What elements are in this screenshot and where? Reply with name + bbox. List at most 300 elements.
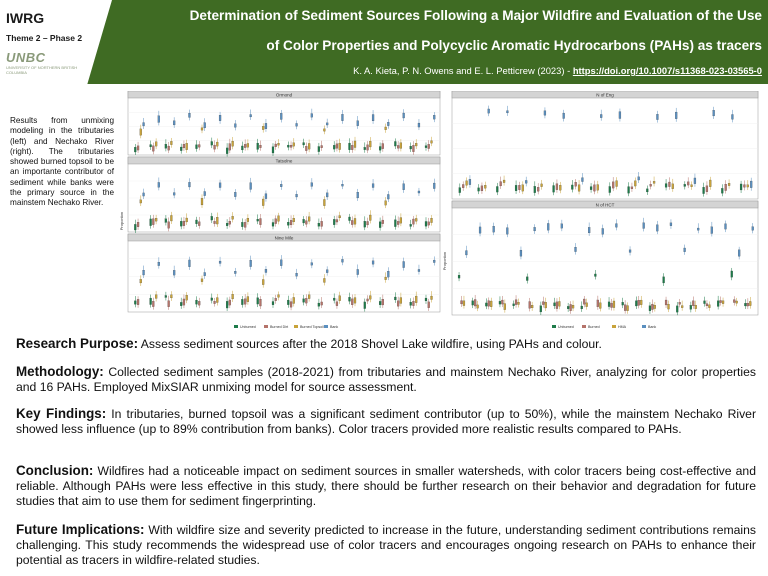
boxplot-box	[351, 145, 353, 149]
boxplot-box	[518, 185, 520, 190]
boxplot-box	[520, 250, 522, 256]
boxplot-box	[635, 301, 637, 306]
boxplot-box	[321, 145, 323, 147]
boxplot-box	[293, 297, 295, 303]
theme-label: Theme 2 – Phase 2	[6, 33, 83, 43]
boxplot-box	[201, 128, 203, 130]
boxplot-box	[711, 227, 713, 234]
boxplot-box	[280, 113, 282, 119]
boxplot-box	[155, 218, 157, 221]
boxplot-box	[188, 113, 190, 117]
boxplot-box	[272, 301, 274, 304]
section-text: Collected sediment samples (2018-2021) from tributaries and mainstem Nechako River, analyzing for color properties and 16 PAHs. Employed MixSIAR unmixing model for source assessment.	[16, 365, 756, 394]
boxplot-box	[323, 278, 325, 282]
boxplot-box	[387, 271, 389, 277]
section-label: Key Findings:	[16, 406, 107, 421]
boxplot-box	[433, 260, 435, 262]
boxplot-box	[278, 295, 280, 298]
boxplot-box	[534, 227, 536, 231]
boxplot-box	[326, 270, 328, 273]
legend-label: Bank	[330, 325, 339, 329]
boxplot-box	[272, 147, 274, 153]
boxplot-box	[733, 300, 735, 303]
boxplot-box	[275, 298, 277, 300]
boxplot-box	[643, 223, 645, 229]
boxplot-box	[542, 302, 544, 305]
boxplot-box	[211, 141, 213, 145]
boxplot-box	[720, 300, 722, 302]
boxplot-box	[709, 180, 711, 187]
boxplot-box	[165, 219, 167, 223]
boxplot-box	[168, 146, 170, 150]
boxplot-box	[692, 301, 694, 306]
boxplot-box	[170, 141, 172, 144]
boxplot-box	[226, 148, 228, 154]
boxplot-box	[501, 300, 503, 304]
section-label: Future Implications:	[16, 522, 145, 537]
boxplot-box	[472, 301, 474, 305]
boxplot-box	[743, 185, 745, 188]
boxplot-box	[738, 250, 740, 257]
legend-label: Burned	[588, 325, 600, 329]
boxplot-box	[351, 299, 353, 305]
boxplot-box	[672, 184, 674, 189]
boxplot-box	[488, 109, 490, 113]
section-text: With wildfire size and severity predicted to increase in the future, understanding sediment contributions remains challenging. This study recommends the widespread use of color tracers and encourages ongoing research on PAHs to enhance their potential as tracers in wildfire-related studies.	[16, 523, 757, 567]
boxplot-box	[257, 143, 259, 149]
boxplot-box	[290, 302, 292, 308]
boxplot-box	[170, 215, 172, 221]
boxplot-box	[241, 146, 243, 150]
doi-link[interactable]: https://doi.org/10.1007/s11368-023-03565-0	[572, 65, 762, 76]
boxplot-box	[463, 301, 465, 306]
boxplot-box	[134, 301, 136, 305]
boxplot-box	[287, 300, 289, 305]
boxplot-box	[357, 192, 359, 198]
boxplot-box	[195, 220, 197, 224]
boxplot-box	[385, 201, 387, 205]
boxplot-box	[668, 304, 670, 309]
boxplot-box	[259, 299, 261, 306]
boxplot-box	[150, 145, 152, 147]
results-figure	[116, 91, 760, 334]
boxplot-box	[627, 306, 629, 311]
panel-title: Nine Mile	[274, 235, 294, 241]
boxplot-box	[431, 141, 433, 144]
boxplot-box	[534, 186, 536, 193]
boxplot-box	[341, 114, 343, 121]
boxplot-box	[204, 191, 206, 195]
boxplot-box	[173, 121, 175, 125]
boxplot-box	[275, 219, 277, 224]
boxplot-box	[180, 221, 182, 226]
boxplot-box	[318, 303, 320, 306]
boxplot-box	[412, 219, 414, 224]
boxplot-box	[478, 188, 480, 191]
boxplot-box	[629, 250, 631, 253]
header-banner	[0, 0, 768, 84]
boxplot-box	[364, 302, 366, 309]
boxplot-box	[382, 299, 384, 305]
boxplot-box	[612, 182, 614, 188]
boxplot-box	[418, 191, 420, 193]
boxplot-box	[323, 199, 325, 205]
boxplot-box	[469, 179, 471, 184]
section-conclusion	[16, 463, 756, 509]
boxplot-box	[656, 114, 658, 119]
boxplot-box	[544, 111, 546, 116]
boxplot-box	[728, 183, 730, 185]
boxplot-box	[687, 182, 689, 185]
boxplot-box	[736, 301, 738, 303]
boxplot-box	[394, 220, 396, 227]
boxplot-box	[553, 185, 555, 192]
boxplot-box	[140, 129, 142, 135]
boxplot-box	[165, 295, 167, 297]
org-name: IWRG	[6, 10, 45, 26]
boxplot-box	[232, 216, 234, 219]
boxplot-box	[382, 220, 384, 224]
boxplot-box	[599, 303, 601, 309]
boxplot-box	[180, 147, 182, 151]
boxplot-box	[158, 182, 160, 187]
boxplot-box	[503, 180, 505, 183]
boxplot-box	[278, 143, 280, 145]
boxplot-box	[731, 114, 733, 119]
boxplot-box	[428, 222, 430, 225]
boxplot-box	[198, 145, 200, 148]
boxplot-box	[597, 185, 599, 191]
boxplot-box	[418, 269, 420, 271]
boxplot-box	[415, 296, 417, 303]
boxplot-box	[247, 297, 249, 302]
boxplot-box	[232, 141, 234, 146]
boxplot-box	[234, 271, 236, 273]
boxplot-box	[186, 295, 188, 300]
boxplot-box	[303, 143, 305, 145]
boxplot-box	[750, 181, 752, 188]
panel-title: Tatsolne	[275, 158, 293, 164]
boxplot-box	[717, 301, 719, 307]
boxplot-box	[721, 188, 723, 193]
boxplot-box	[525, 180, 527, 183]
unbc-logo	[6, 50, 86, 76]
boxplot-box	[572, 305, 574, 308]
boxplot-box	[234, 192, 236, 196]
boxplot-box	[749, 301, 751, 305]
boxplot-box	[675, 112, 677, 119]
section-label: Conclusion:	[16, 463, 94, 478]
legend-swatch	[264, 325, 268, 328]
boxplot-box	[348, 143, 350, 150]
boxplot-box	[477, 305, 479, 308]
boxplot-box	[354, 218, 356, 224]
boxplot-box	[581, 178, 583, 182]
boxplot-box	[152, 219, 154, 225]
boxplot-box	[247, 218, 249, 222]
boxplot-box	[397, 221, 399, 224]
boxplot-box	[400, 143, 402, 149]
boxplot-box	[379, 146, 381, 150]
boxplot-box	[364, 147, 366, 149]
boxplot-box	[170, 295, 172, 298]
boxplot-box	[691, 185, 693, 187]
boxplot-box	[305, 221, 307, 225]
boxplot-box	[244, 144, 246, 147]
boxplot-box	[465, 251, 467, 255]
boxplot-box	[613, 301, 615, 308]
boxplot-box	[155, 142, 157, 146]
boxplot-box	[333, 219, 335, 224]
boxplot-box	[357, 121, 359, 126]
boxplot-box	[364, 221, 366, 227]
boxplot-box	[158, 116, 160, 123]
boxplot-box	[619, 112, 621, 119]
boxplot-box	[752, 227, 754, 231]
boxplot-box	[367, 221, 369, 225]
boxplot-box	[336, 302, 338, 306]
boxplot-box	[275, 144, 277, 147]
boxplot-box	[372, 261, 374, 264]
boxplot-box	[541, 184, 543, 187]
boxplot-box	[219, 115, 221, 121]
boxplot-box	[394, 297, 396, 300]
boxplot-box	[722, 301, 724, 304]
boxplot-box	[173, 193, 175, 196]
boxplot-box	[219, 261, 221, 263]
boxplot-box	[183, 144, 185, 148]
panel-title: N of Eng	[596, 92, 614, 98]
boxplot-box	[321, 302, 323, 305]
boxplot-box	[597, 300, 599, 307]
boxplot-box	[403, 113, 405, 118]
boxplot-box	[556, 302, 558, 309]
boxplot-box	[412, 301, 414, 305]
boxplot-box	[357, 269, 359, 274]
boxplot-box	[403, 184, 405, 190]
boxplot-box	[578, 185, 580, 192]
boxplot-box	[372, 114, 374, 120]
boxplot-box	[183, 299, 185, 305]
boxplot-box	[428, 302, 430, 308]
boxplot-box	[615, 224, 617, 228]
boxplot-box	[303, 219, 305, 223]
boxplot-box	[351, 220, 353, 224]
boxplot-box	[219, 183, 221, 188]
section-label: Methodology:	[16, 364, 104, 379]
boxplot-box	[496, 186, 498, 192]
panel-title: N of HCT	[595, 202, 615, 208]
panel-frame	[452, 201, 758, 315]
y-axis-label-right: Proportion	[442, 251, 447, 271]
boxplot-box	[628, 187, 630, 194]
legend-swatch	[294, 325, 298, 328]
boxplot-box	[545, 302, 547, 308]
boxplot-box	[367, 299, 369, 301]
boxplot-box	[369, 215, 371, 220]
boxplot-box	[602, 228, 604, 234]
boxplot-box	[229, 144, 231, 151]
boxplot-box	[412, 145, 414, 151]
boxplot-box	[165, 144, 167, 148]
boxplot-box	[155, 295, 157, 299]
boxplot-box	[244, 222, 246, 227]
boxplot-box	[311, 183, 313, 187]
boxplot-box	[731, 271, 733, 277]
boxplot-box	[697, 228, 699, 230]
y-axis-label: Proportion	[119, 211, 124, 231]
boxplot-box	[563, 113, 565, 118]
boxplot-box	[339, 216, 341, 218]
boxplot-box	[526, 277, 528, 281]
boxplot-box	[554, 303, 556, 306]
boxplot-box	[134, 224, 136, 230]
boxplot-box	[681, 306, 683, 308]
boxplot-box	[676, 306, 678, 312]
boxplot-box	[214, 301, 216, 303]
boxplot-box	[547, 223, 549, 230]
boxplot-box	[140, 200, 142, 203]
boxplot-box	[704, 301, 706, 304]
boxplot-box	[369, 141, 371, 147]
boxplot-box	[571, 185, 573, 189]
boxplot-box	[433, 183, 435, 189]
boxplot-box	[262, 279, 264, 284]
boxplot-box	[311, 114, 313, 118]
legend-label: HMA	[618, 325, 626, 329]
boxplot-box	[150, 298, 152, 304]
boxplot-box	[506, 228, 508, 234]
boxplot-box	[195, 300, 197, 304]
boxplot-box	[229, 221, 231, 224]
boxplot-box	[466, 181, 468, 185]
boxplot-box	[740, 184, 742, 190]
boxplot-box	[211, 216, 213, 220]
figure-caption: Results from unmixing modeling in the tributaries (left) and Nechako River (right). The tributaries showed burned topsoil to be an importante contributor of sediment while banks were the primary source in the mainstem Nechako River.	[10, 116, 114, 208]
boxplot-box	[581, 306, 583, 309]
boxplot-box	[651, 304, 653, 309]
boxplot-box	[318, 223, 320, 226]
boxplot-box	[326, 123, 328, 125]
boxplot-box	[280, 260, 282, 266]
boxplot-box	[379, 301, 381, 304]
boxplot-box	[394, 141, 396, 146]
boxplot-box	[354, 298, 356, 304]
boxplot-box	[186, 143, 188, 150]
boxplot-box	[387, 122, 389, 126]
legend-swatch	[324, 325, 328, 328]
boxplot-box	[259, 218, 261, 224]
section-text: In tributaries, burned topsoil was a significant sediment contributor (up to 50%), while the mainstem Nechako River showed less influence (up to 89% contribution from banks). Color tracers provided more realistic results compared to PAHs.	[16, 407, 757, 436]
boxplot-box	[479, 227, 481, 233]
boxplot-box	[201, 198, 203, 205]
boxplot-box	[287, 145, 289, 147]
legend-label: Burned Topsoil	[300, 325, 324, 329]
boxplot-box	[590, 187, 592, 190]
boxplot-box	[137, 222, 139, 227]
boxplot-box	[665, 300, 667, 305]
boxplot-box	[385, 277, 387, 280]
boxplot-box	[214, 145, 216, 149]
boxplot-box	[339, 296, 341, 301]
boxplot-box	[280, 184, 282, 187]
boxplot-box	[506, 111, 508, 113]
legend-swatch	[552, 325, 556, 328]
boxplot-box	[594, 274, 596, 277]
boxplot-box	[201, 279, 203, 282]
boxplot-box	[706, 186, 708, 192]
boxplot-box	[333, 145, 335, 149]
legend-label: Unburned	[240, 325, 256, 329]
boxplot-box	[341, 259, 343, 262]
boxplot-box	[679, 302, 681, 304]
panel-title: Ormond	[275, 92, 293, 98]
authors-text: K. A. Kieta, P. N. Owens and E. L. Petticrew (2023) -	[353, 65, 571, 76]
boxplot-box	[616, 181, 618, 187]
boxplot-box	[216, 217, 218, 224]
boxplot-box	[287, 222, 289, 225]
boxplot-box	[244, 299, 246, 305]
boxplot-box	[198, 222, 200, 226]
boxplot-box	[624, 305, 626, 311]
boxplot-box	[188, 260, 190, 267]
boxplot-box	[241, 222, 243, 226]
boxplot-box	[382, 143, 384, 148]
boxplot-box	[459, 188, 461, 193]
boxplot-box	[593, 185, 595, 191]
boxplot-box	[634, 181, 636, 186]
boxplot-box	[204, 123, 206, 128]
logo-subtitle: UNIVERSITY OF NORTHERN BRITISH COLUMBIA	[6, 65, 78, 75]
panel-frame	[452, 91, 758, 199]
boxplot-box	[318, 146, 320, 151]
boxplot-box	[348, 297, 350, 301]
boxplot-box	[490, 301, 492, 307]
boxplot-box	[559, 185, 561, 190]
boxplot-box	[250, 183, 252, 190]
boxplot-box	[484, 185, 486, 188]
boxplot-box	[556, 184, 558, 190]
boxplot-box	[425, 298, 427, 301]
boxplot-box	[262, 199, 264, 206]
boxplot-box	[708, 305, 710, 308]
boxplot-box	[323, 129, 325, 131]
boxplot-box	[387, 194, 389, 199]
section-text: Wildfires had a noticeable impact on sediment sources in smaller watersheds, with color tracers being cost-effective and reliable. Although PAHs were less effective in this study, there should be further research on their behavior and degradation for future studies that aim to use them for sediment fingerprinting.	[16, 464, 756, 508]
boxplot-box	[195, 145, 197, 149]
boxplot-box	[134, 147, 136, 152]
boxplot-box	[259, 145, 261, 148]
boxplot-box	[265, 269, 267, 272]
boxplot-box	[694, 178, 696, 184]
boxplot-box	[278, 216, 280, 222]
boxplot-box	[265, 123, 267, 129]
boxplot-box	[305, 298, 307, 303]
boxplot-box	[137, 146, 139, 150]
section-label: Research Purpose:	[16, 336, 139, 351]
boxplot-box	[622, 302, 624, 305]
boxplot-box	[348, 217, 350, 221]
boxplot-box	[638, 177, 640, 180]
boxplot-box	[418, 123, 420, 127]
boxplot-box	[341, 184, 343, 186]
boxplot-box	[152, 146, 154, 151]
boxplot-box	[518, 302, 520, 304]
boxplot-box	[415, 143, 417, 146]
boxplot-box	[186, 218, 188, 222]
boxplot-box	[474, 299, 476, 306]
boxplot-box	[158, 262, 160, 266]
